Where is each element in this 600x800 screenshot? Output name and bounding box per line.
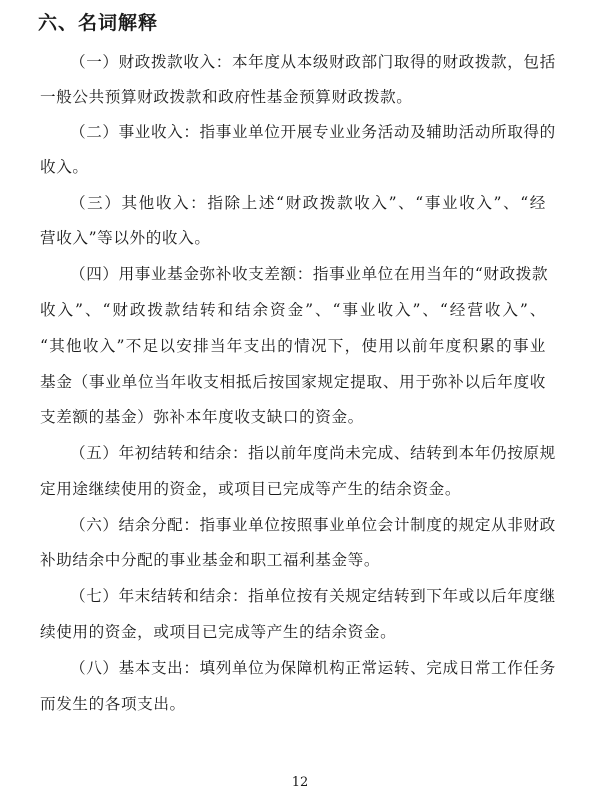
paragraph-5-line-1: （五）年初结转和结余：指以前年度尚未完成、结转到本年仍按原规 [70, 444, 556, 462]
paragraph-3-line-1: （三）其他收入：指除上述“财政拨款收入”、“事业收入”、“经 [70, 194, 546, 212]
paragraph-7-line-1: （七）年末结转和结余：指单位按有关规定结转到下年或以后年度继 [70, 587, 556, 605]
page-number: 12 [291, 775, 309, 790]
section-heading: 六、名词解释 [38, 12, 159, 34]
paragraph-6-line-1: （六）结余分配：指事业单位按照事业单位会计制度的规定从非财政 [70, 516, 556, 534]
paragraph-6-line-2: 补助结余中分配的事业基金和职工福利基金等。 [40, 551, 381, 569]
paragraph-8-line-1: （八）基本支出：填列单位为保障机构正常运转、完成日常工作任务 [70, 659, 556, 677]
paragraph-4-line-2: 收入”、“财政拨款结转和结余资金”、“事业收入”、“经营收入”、 [40, 301, 546, 319]
paragraph-3-line-2: 营收入”等以外的收入。 [40, 229, 211, 247]
paragraph-7-line-2: 续使用的资金，或项目已完成等产生的结余资金。 [40, 623, 397, 641]
paragraph-2-line-1: （二）事业收入：指事业单位开展专业业务活动及辅助活动所取得的 [70, 123, 556, 141]
paragraph-2-line-2: 收入。 [40, 158, 89, 176]
paragraph-8-line-2: 而发生的各项支出。 [40, 695, 186, 713]
paragraph-4-line-5: 支差额的基金）弥补本年度收支缺口的资金。 [40, 408, 364, 426]
paragraph-4-line-4: 基金（事业单位当年收支相抵后按国家规定提取、用于弥补以后年度收 [40, 373, 546, 391]
paragraph-1-line-1: （一）财政拨款收入：本年度从本级财政部门取得的财政拨款，包括 [70, 53, 556, 71]
paragraph-1-line-2: 一般公共预算财政拨款和政府性基金预算财政拨款。 [40, 88, 413, 106]
paragraph-5-line-2: 定用途继续使用的资金，或项目已完成等产生的结余资金。 [40, 480, 462, 498]
paragraph-4-line-3: “其他收入”不足以安排当年支出的情况下，使用以前年度积累的事业 [40, 337, 546, 355]
paragraph-4-line-1: （四）用事业基金弥补收支差额：指事业单位在用当年的“财政拨款 [70, 265, 549, 283]
